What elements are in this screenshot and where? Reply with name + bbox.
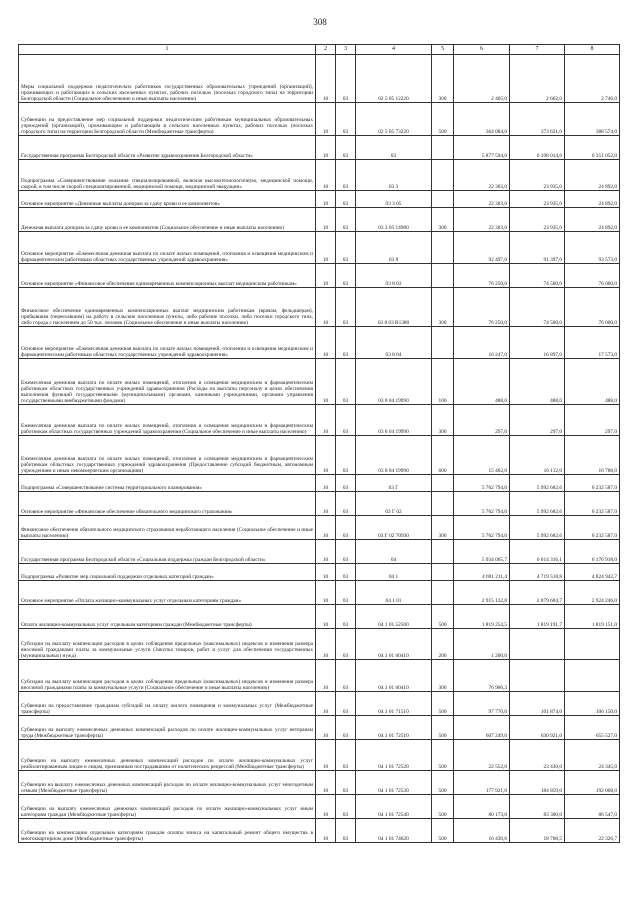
row-amount-year3: 388 574,0 [565, 103, 620, 136]
row-name: Субвенции на выплату ежемесячных денежных компенсаций расходов по оплате жилищно-коммунальных услуг реабилитированным лицам и лицам, признанным пострадавшими от политических репрессий (Межбюджетные трансферты) [19, 740, 316, 771]
row-amount-year3: 24 892,0 [565, 191, 620, 208]
row-target-article: 04 1 01 72530 [356, 771, 432, 795]
row-subsection: 03 [336, 716, 356, 740]
row-amount-year2: 23 935,0 [510, 208, 565, 232]
row-name: Оплата жилищно-коммунальных услуг отдельным категориям граждан (Межбюджетные трансферты) [19, 605, 316, 629]
row-amount-year3: 16 788,0 [565, 436, 620, 475]
row-amount-year3: 86 547,0 [565, 795, 620, 819]
row-subsection: 03 [336, 208, 356, 232]
row-expense-type: 300 [432, 55, 454, 103]
row-subsection: 03 [336, 629, 356, 660]
row-target-article: 04 1 [356, 564, 432, 581]
table-row [19, 795, 620, 819]
table-row [19, 160, 620, 191]
row-expense-type: 500 [432, 605, 454, 629]
row-target-article: 04 1 01 72510 [356, 716, 432, 740]
row-amount-year1: 80 173,0 [454, 795, 510, 819]
row-amount-year3: 6 232 587,0 [565, 516, 620, 540]
row-section: 10 [316, 359, 336, 405]
row-name: Основное мероприятие «Финансовое обеспечение обязательного медицинского страхования» [19, 492, 316, 516]
row-name: Субвенции на предоставление мер социальной поддержки педагогическим работникам муниципальных образовательных учреждений (организаций), проживающим и работающим в сельских населенных пунктах, рабочих поселках (поселках городского типа) на территории Белгородской области (Межбюджетные трансферты) [19, 103, 316, 136]
row-amount-year3 [565, 660, 620, 692]
row-section: 10 [316, 232, 336, 264]
row-amount-year1: 5 934 065,7 [454, 540, 510, 564]
row-subsection: 03 [336, 160, 356, 191]
row-expense-type [432, 327, 454, 359]
table-row [19, 771, 620, 795]
row-amount-year3: 6 232 587,0 [565, 475, 620, 492]
row-target-article: 03 Г [356, 475, 432, 492]
row-amount-year1: 76 906,3 [454, 660, 510, 692]
row-section: 10 [316, 475, 336, 492]
row-name: Ежемесячная денежная выплата по оплате жилых помещений, отопления и освещения медицинским и фармацевтическим работникам областных государственных учреждений здравоохранения (Социальное обеспечение и иные выплаты населению) [19, 405, 316, 436]
row-name: Подпрограмма «Совершенствование системы территориального планирования» [19, 475, 316, 492]
row-expense-type [432, 264, 454, 288]
row-expense-type: 300 [432, 660, 454, 692]
row-amount-year1: 15 462,0 [454, 436, 510, 475]
row-name: Субвенции на выплату ежемесячных денежных компенсаций расходов по оплате жилищно-коммунальных услуг многодетным семьям (Межбюджетные трансферты) [19, 771, 316, 795]
row-amount-year1: 97 770,0 [454, 692, 510, 716]
row-target-article: 03 3 05 14980 [356, 208, 432, 232]
row-section: 10 [316, 208, 336, 232]
row-amount-year3: 17 573,0 [565, 327, 620, 359]
page-number: 308 [313, 17, 327, 27]
column-header: 4 [356, 45, 432, 55]
row-target-article: 03 Г 02 [356, 492, 432, 516]
row-target-article: 03 8 04 19990 [356, 436, 432, 475]
row-target-article: 03 8 [356, 232, 432, 264]
row-expense-type [432, 191, 454, 208]
row-subsection: 03 [336, 405, 356, 436]
row-expense-type [432, 475, 454, 492]
row-expense-type: 500 [432, 771, 454, 795]
row-section: 10 [316, 740, 336, 771]
header-row [19, 45, 620, 55]
row-expense-type: 600 [432, 436, 454, 475]
table-row [19, 208, 620, 232]
row-subsection: 03 [336, 819, 356, 843]
row-amount-year1: 364 084,0 [454, 103, 510, 136]
row-amount-year1: 488,0 [454, 359, 510, 405]
row-section: 10 [316, 264, 336, 288]
row-amount-year2: 6 014 316,1 [510, 540, 565, 564]
table-row [19, 436, 620, 475]
row-subsection: 03 [336, 692, 356, 716]
row-name: Меры социальной поддержки педагогических работников государственных образовательных учреждений (организаций), проживающих и работающих в сельских населенных пунктах, рабочих поселках (поселках городского типа) на территории Белгородской области (Социальное обеспечение и иные выплаты населению) [19, 55, 316, 103]
row-subsection: 03 [336, 795, 356, 819]
row-amount-year2: 373 631,0 [510, 103, 565, 136]
table-row [19, 660, 620, 692]
column-header: 1 [19, 45, 316, 55]
row-subsection: 03 [336, 327, 356, 359]
row-amount-year1: 2 915 132,8 [454, 581, 510, 605]
row-subsection: 03 [336, 605, 356, 629]
row-amount-year1: 4 691 211,4 [454, 564, 510, 581]
row-target-article: 02 5 05 73220 [356, 103, 432, 136]
table-row [19, 540, 620, 564]
row-expense-type: 300 [432, 208, 454, 232]
row-amount-year2: 18 708,5 [510, 819, 565, 843]
row-expense-type: 500 [432, 795, 454, 819]
table-row [19, 232, 620, 264]
row-subsection: 03 [336, 540, 356, 564]
row-expense-type: 500 [432, 692, 454, 716]
row-target-article: 03 8 04 19990 [356, 405, 432, 436]
column-header: 8 [565, 45, 620, 55]
row-amount-year2: 74 500,0 [510, 288, 565, 327]
row-amount-year3: 76 000,0 [565, 288, 620, 327]
row-target-article: 04 1 01 72520 [356, 740, 432, 771]
row-name: Денежная выплата донорам за сдачу крови и ее компонентов (Социальное обеспечение и иные выплаты населению) [19, 208, 316, 232]
row-section: 10 [316, 819, 336, 843]
row-amount-year2: 23 935,0 [510, 160, 565, 191]
row-section: 10 [316, 160, 336, 191]
row-name: Финансовое обеспечение обязательного медицинского страхования неработающего населения (Социальное обеспечение и иные выплаты населению) [19, 516, 316, 540]
row-amount-year2: 488,0 [510, 359, 565, 405]
row-amount-year2: 2 879 604,7 [510, 581, 565, 605]
row-target-article: 04 1 01 74620 [356, 819, 432, 843]
row-amount-year1: 177 921,0 [454, 771, 510, 795]
row-amount-year3: 24 892,0 [565, 160, 620, 191]
row-name: Основное мероприятие «Финансовое обеспечение единовременных компенсационных выплат медицинским работникам» [19, 264, 316, 288]
row-name: Подпрограмма «Совершенствование оказания специализированной, включая высокотехнологичную, медицинской помощи, скорой, в том числе скорой специализированной, медицинской помощи, медицинской эвакуации» [19, 160, 316, 191]
row-section: 10 [316, 795, 336, 819]
table-row [19, 492, 620, 516]
row-subsection: 03 [336, 103, 356, 136]
row-target-article: 04 1 01 [356, 581, 432, 605]
row-amount-year1: 22 303,0 [454, 208, 510, 232]
row-amount-year2: 297,0 [510, 405, 565, 436]
row-amount-year1: 607 249,0 [454, 716, 510, 740]
table-row [19, 581, 620, 605]
row-subsection: 03 [336, 232, 356, 264]
row-name: Государственная программа Белгородской области «Социальная поддержка граждан Белгородской области» [19, 540, 316, 564]
row-section: 10 [316, 405, 336, 436]
row-section: 10 [316, 629, 336, 660]
row-name: Основное мероприятие «Ежемесячная денежная выплата по оплате жилых помещений, отопления и освещения медицинским и фармацевтическим работникам областных государственных учреждений здравоохранения» [19, 232, 316, 264]
row-target-article: 03 3 [356, 160, 432, 191]
row-name: Субвенции на выплату ежемесячных денежных компенсаций расходов по оплате жилищно-коммунальных услуг иным категориям граждан (Межбюджетные трансферты) [19, 795, 316, 819]
table-row [19, 475, 620, 492]
row-subsection: 03 [336, 564, 356, 581]
row-amount-year2: 630 921,0 [510, 716, 565, 740]
budget-table [18, 44, 620, 843]
row-expense-type [432, 136, 454, 160]
row-subsection: 03 [336, 436, 356, 475]
row-expense-type [432, 160, 454, 191]
row-section: 10 [316, 516, 336, 540]
row-amount-year2: 5 992 682,6 [510, 475, 565, 492]
row-amount-year3: 2 924 246,0 [565, 581, 620, 605]
row-amount-year3: 2 746,0 [565, 55, 620, 103]
table-row [19, 136, 620, 160]
row-section: 10 [316, 540, 336, 564]
row-name: Субвенции на выплату ежемесячных денежных компенсаций расходов по оплате жилищно-коммунальных услуг ветеранам труда (Межбюджетные трансферты) [19, 716, 316, 740]
row-name: Ежемесячная денежная выплата по оплате жилых помещений, отопления и освещения медицинским и фармацевтическим работникам областных государственных учреждений здравоохранения (Предоставление субсидий бюджетным, автономным учреждениям и иным некоммерческим организациям) [19, 436, 316, 475]
row-amount-year1: 16 430,6 [454, 819, 510, 843]
table-row [19, 819, 620, 843]
row-expense-type [432, 232, 454, 264]
row-target-article: 04 1 01 60410 [356, 660, 432, 692]
row-subsection: 03 [336, 475, 356, 492]
row-amount-year2: 5 992 682,6 [510, 516, 565, 540]
row-amount-year1: 1 200,0 [454, 629, 510, 660]
row-target-article: 04 1 01 71510 [356, 692, 432, 716]
row-amount-year1: 76 250,0 [454, 288, 510, 327]
row-amount-year2: 91 397,0 [510, 232, 565, 264]
row-amount-year1: 76 250,0 [454, 264, 510, 288]
row-amount-year3: 6 351 052,0 [565, 136, 620, 160]
row-amount-year1: 5 762 794,0 [454, 516, 510, 540]
row-amount-year2 [510, 629, 565, 660]
row-subsection: 03 [336, 288, 356, 327]
row-amount-year1: 92 497,0 [454, 232, 510, 264]
row-expense-type: 500 [432, 103, 454, 136]
row-amount-year2: 74 500,0 [510, 264, 565, 288]
row-name: Субсидии на выплату компенсации расходов в целях соблюдения предельных (максимальных) индексов и изменения размера вносимой гражданами платы за коммунальные услуги (Закупка товаров, работ и услуг для обеспечения государственных (муниципальных) нужд) [19, 629, 316, 660]
row-expense-type: 200 [432, 629, 454, 660]
column-header: 3 [336, 45, 356, 55]
row-target-article: 04 [356, 540, 432, 564]
row-section: 10 [316, 103, 336, 136]
table-row [19, 264, 620, 288]
row-name: Подпрограмма «Развитие мер социальной поддержки отдельных категорий граждан» [19, 564, 316, 581]
row-amount-year3: 192 068,0 [565, 771, 620, 795]
row-amount-year2: 1 819 191,7 [510, 605, 565, 629]
row-expense-type: 300 [432, 405, 454, 436]
table-row [19, 516, 620, 540]
row-amount-year1: 16 247,0 [454, 327, 510, 359]
table-row [19, 605, 620, 629]
row-amount-year2: 83 300,0 [510, 795, 565, 819]
column-header: 5 [432, 45, 454, 55]
row-name: Основное мероприятие «Денежные выплаты донорам за сдачу крови и ее компонентов» [19, 191, 316, 208]
row-target-article: 03 8 03 [356, 264, 432, 288]
row-amount-year1: 5 762 794,0 [454, 492, 510, 516]
row-expense-type [432, 581, 454, 605]
row-amount-year2: 2 662,0 [510, 55, 565, 103]
row-amount-year1: 297,0 [454, 405, 510, 436]
row-target-article: 02 5 05 12220 [356, 55, 432, 103]
row-section: 10 [316, 492, 336, 516]
row-subsection: 03 [336, 516, 356, 540]
table-row [19, 716, 620, 740]
row-amount-year2: 6 108 014,6 [510, 136, 565, 160]
row-amount-year2 [510, 660, 565, 692]
table-row [19, 191, 620, 208]
row-expense-type: 500 [432, 740, 454, 771]
column-header: 6 [454, 45, 510, 55]
row-subsection: 03 [336, 740, 356, 771]
row-subsection: 03 [336, 771, 356, 795]
row-section: 10 [316, 692, 336, 716]
row-amount-year1: 5 877 594,0 [454, 136, 510, 160]
row-expense-type: 300 [432, 516, 454, 540]
row-amount-year3: 4 824 942,7 [565, 564, 620, 581]
row-amount-year2: 23 935,0 [510, 191, 565, 208]
row-name: Основное мероприятие «Ежемесячная денежная выплата по оплате жилых помещений, отопления и освещения медицинским и фармацевтическим работникам областных государственных учреждений здравоохранения» [19, 327, 316, 359]
row-expense-type: 500 [432, 716, 454, 740]
row-target-article: 04 1 01 72540 [356, 795, 432, 819]
row-subsection: 03 [336, 492, 356, 516]
row-amount-year2: 4 719 518,8 [510, 564, 565, 581]
row-amount-year1: 22 303,0 [454, 160, 510, 191]
row-amount-year2: 16 897,0 [510, 327, 565, 359]
row-amount-year3: 106 150,0 [565, 692, 620, 716]
row-amount-year2: 23 430,0 [510, 740, 565, 771]
row-section: 10 [316, 716, 336, 740]
row-target-article: 03 8 04 19990 [356, 359, 432, 405]
column-header: 7 [510, 45, 565, 55]
row-target-article: 03 [356, 136, 432, 160]
table-row [19, 103, 620, 136]
row-subsection: 03 [336, 660, 356, 692]
table-row [19, 405, 620, 436]
table-row [19, 692, 620, 716]
row-amount-year3: 488,0 [565, 359, 620, 405]
row-amount-year3: 6 232 587,0 [565, 492, 620, 516]
row-amount-year2: 16 112,0 [510, 436, 565, 475]
row-amount-year3: 24 345,0 [565, 740, 620, 771]
row-expense-type: 500 [432, 819, 454, 843]
row-section: 10 [316, 771, 336, 795]
row-target-article: 03 8 03 R1380 [356, 288, 432, 327]
row-subsection: 03 [336, 264, 356, 288]
row-amount-year3: 24 892,0 [565, 208, 620, 232]
row-amount-year3: 93 573,0 [565, 232, 620, 264]
row-section: 10 [316, 55, 336, 103]
row-subsection: 03 [336, 581, 356, 605]
row-expense-type [432, 564, 454, 581]
row-expense-type: 100 [432, 359, 454, 405]
row-amount-year1: 22 303,0 [454, 191, 510, 208]
row-subsection: 03 [336, 191, 356, 208]
row-subsection: 03 [336, 55, 356, 103]
row-amount-year3: 655 527,0 [565, 716, 620, 740]
row-section: 10 [316, 436, 336, 475]
table-row [19, 740, 620, 771]
row-expense-type: 300 [432, 288, 454, 327]
row-section: 10 [316, 660, 336, 692]
row-subsection: 03 [336, 359, 356, 405]
row-section: 10 [316, 605, 336, 629]
table-row [19, 327, 620, 359]
row-amount-year1: 22 552,0 [454, 740, 510, 771]
table-row [19, 564, 620, 581]
row-name: Финансовое обеспечение единовременных компенсационных выплат медицинским работникам (врачам, фельдшерам), прибывшим (переехавшим) на работу в сельские населенные пункты, либо рабочие поселки, либо поселки городского типа, либо города с населением до 50 тыс. человек (Социальное обеспечение и иные выплаты населению) [19, 288, 316, 327]
row-section: 10 [316, 288, 336, 327]
row-target-article: 04 1 01 52500 [356, 605, 432, 629]
row-amount-year1: 2 465,0 [454, 55, 510, 103]
row-target-article: 03 8 04 [356, 327, 432, 359]
row-name: Ежемесячная денежная выплата по оплате жилых помещений, отопления и освещения медицинским и фармацевтическим работникам областных государственных учреждений здравоохранения (Расходы на выплаты персоналу в целях обеспечения выполнения функций государственными (муниципальными) органами, казенными учреждениями, органами управления государственными внебюджетными фондами) [19, 359, 316, 405]
table-row [19, 359, 620, 405]
row-amount-year2: 184 859,0 [510, 771, 565, 795]
row-amount-year3: 1 819 151,0 [565, 605, 620, 629]
row-amount-year3: 76 000,0 [565, 264, 620, 288]
table-row [19, 55, 620, 103]
row-amount-year3: 297,0 [565, 405, 620, 436]
row-target-article: 04 1 01 60410 [356, 629, 432, 660]
row-amount-year1: 1 819 254,5 [454, 605, 510, 629]
row-amount-year3: 22 326,7 [565, 819, 620, 843]
table-row [19, 288, 620, 327]
row-subsection: 03 [336, 136, 356, 160]
row-section: 10 [316, 191, 336, 208]
row-section: 10 [316, 564, 336, 581]
row-expense-type [432, 540, 454, 564]
row-target-article: 03 3 05 [356, 191, 432, 208]
row-amount-year2: 5 992 682,6 [510, 492, 565, 516]
row-name: Субвенции на предоставление гражданам субсидий на оплату жилого помещения и коммунальных услуг (Межбюджетные трансферты) [19, 692, 316, 716]
row-amount-year3 [565, 629, 620, 660]
row-amount-year1: 5 762 794,0 [454, 475, 510, 492]
row-amount-year3: 6 176 918,0 [565, 540, 620, 564]
row-section: 10 [316, 327, 336, 359]
row-target-article: 03 Г 02 70930 [356, 516, 432, 540]
row-name: Государственная программа Белгородской области «Развитие здравоохранения Белгородской области» [19, 136, 316, 160]
row-expense-type [432, 492, 454, 516]
column-header: 2 [316, 45, 336, 55]
row-name: Основное мероприятие «Оплата жилищно-коммунальных услуг отдельным категориям граждан» [19, 581, 316, 605]
row-amount-year2: 101 874,0 [510, 692, 565, 716]
row-name: Субсидии на выплату компенсации расходов в целях соблюдения предельных (максимальных) индексов и изменения размера вносимой гражданами платы за коммунальные услуги (Социальное обеспечение и иные выплаты населению) [19, 660, 316, 692]
table-row [19, 629, 620, 660]
row-name: Субвенции на компенсацию отдельным категориям граждан оплаты взноса на капитальный ремонт общего имущества в многоквартирном доме (Межбюджетные трансферты) [19, 819, 316, 843]
row-section: 10 [316, 581, 336, 605]
row-section: 10 [316, 136, 336, 160]
